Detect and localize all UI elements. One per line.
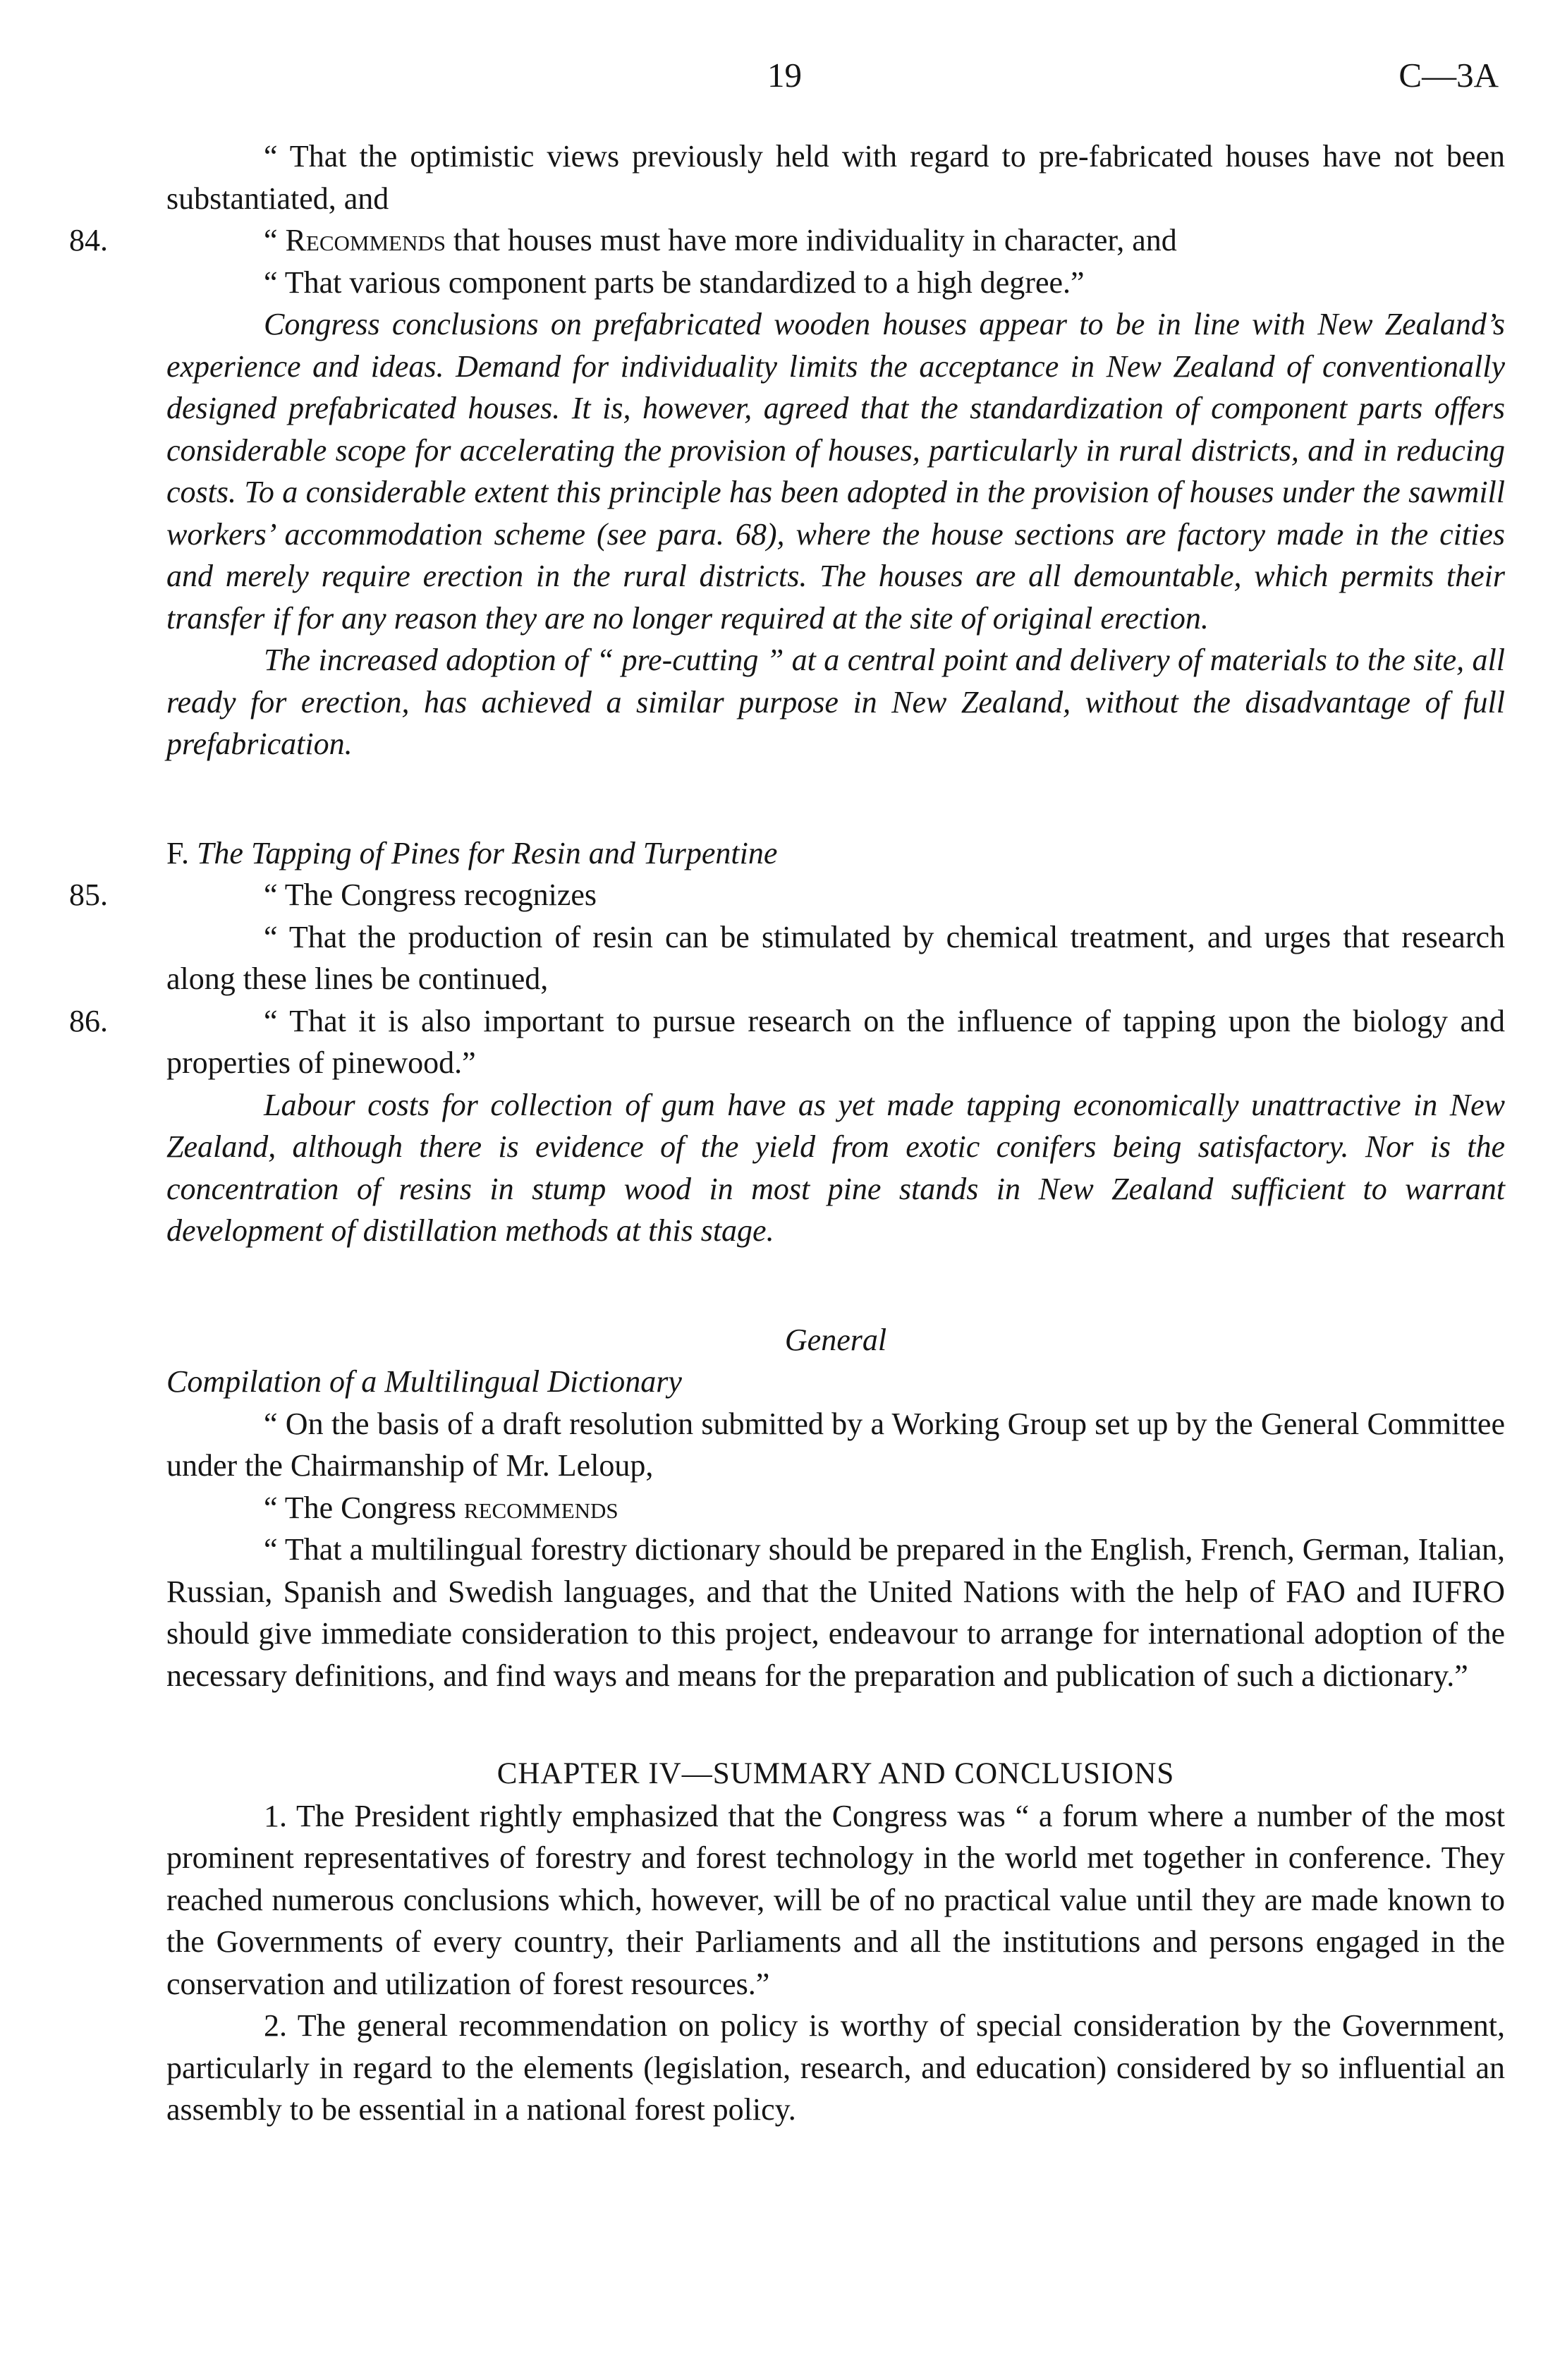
numbered-paragraph-1: 1. The President rightly emphasized that the Congress was “ a forum where a number of the most prominent representatives of forestry and forest technology in the world met together in conference. They reached numerous conclusions which, however, will be of no practical value until they are made known to the Governments of every country, their Parliaments and all the institutions and persons engaged in the conservation and utilization of forest resources.” [166, 1798, 1505, 2001]
general-heading: General [784, 1322, 887, 1357]
quote-paragraph: “ On the basis of a draft resolution submitted by a Working Group set up by the General Committee under the Chairmanship of Mr. Leloup, [166, 1406, 1505, 1483]
paragraph-number: 85. [69, 878, 108, 912]
paragraph-text: “ The Congress recognizes [264, 878, 597, 912]
commentary-paragraph: Labour costs for collection of gum have as yet made tapping economically unattractive in New Zealand, although there is evidence of the yield from exotic conifers being satisfactory. Nor is the concentration of resins in stump wood in most pine stands in New Zealand sufficient to warrant development of distillation methods at this stage. [166, 1087, 1505, 1248]
numbered-paragraph-2: 2. The general recommendation on policy is worthy of special consideration by the Government, particularly in regard to the elements (legislation, research, and education) considered by so influential an assembly to be essential in a national forest policy. [166, 2008, 1505, 2127]
quote-paragraph: “ That the production of resin can be stimulated by chemical treatment, and urges that research along these lines be continued, [166, 919, 1505, 996]
section-letter: F. [166, 835, 197, 870]
subsection-heading: Compilation of a Multilingual Dictionary [166, 1364, 682, 1399]
body-text [69, 135, 1505, 2131]
paragraph-number: 86. [69, 1003, 108, 1038]
chapter-heading: CHAPTER IV—SUMMARY AND CONCLUSIONS [496, 1757, 1175, 1790]
document-reference: C—3A [1398, 56, 1499, 95]
recommends-lead: “ Recommends [264, 223, 446, 257]
recommends-word: recommends [463, 1490, 618, 1525]
commentary-paragraph: The increased adoption of “ pre-cutting ” at a central point and delivery of materials to the site, all ready for erection, has achieved a similar purpose in New Zealand, without the disadvantage of full prefabrication. [166, 643, 1505, 761]
paragraph-text: “ The Congress [264, 1490, 464, 1525]
numbered-paragraph-84 [69, 219, 1505, 262]
section-title: The Tapping of Pines for Resin and Turpentine [196, 835, 778, 870]
page-header [0, 55, 1548, 97]
quote-paragraph [166, 1487, 1505, 1529]
commentary-paragraph: Congress conclusions on prefabricated wooden houses appear to be in line with New Zealand’s experience and ideas. Demand for individuality limits the acceptance in New Zealand of conventionally designed prefabricated houses. It is, however, agreed that the standardization of component parts offers considerable scope for accelerating the provision of houses, particularly in rural districts, and in reducing costs. To a considerable extent this principle has been adopted in the provision of houses under the sawmill workers’ accommodation scheme (see para. 68), where the house sections are factory made in the cities and merely require erection in the rural districts. The houses are all demountable, which permits their transfer if for any reason they are no longer required at the site of original erection. [166, 307, 1505, 636]
quote-paragraph: “ That various component parts be standardized to a high degree.” [264, 265, 1085, 300]
numbered-paragraph-86 [69, 1000, 1505, 1084]
section-heading-f [166, 832, 1505, 875]
page-number: 19 [767, 56, 802, 95]
quote-paragraph: “ That the optimistic views previously held with regard to pre-fabricated houses have not been substantiated, and [166, 139, 1505, 216]
numbered-paragraph-85 [69, 874, 1505, 916]
paragraph-number: 84. [69, 223, 108, 257]
paragraph-text: “ That it is also important to pursue research on the influence of tapping upon the biology and properties of pinewood.” [166, 1003, 1505, 1080]
paragraph-text: that houses must have more individuality in character, and [445, 223, 1177, 257]
quote-paragraph: “ That a multilingual forestry dictionary should be prepared in the English, French, German, Italian, Russian, Spanish and Swedish languages, and that the United Nations with the help of FAO and IUFRO should give immediate consideration to this project, endeavour to arrange for international adoption of the necessary definitions, and find ways and means for the preparation and publication of such a dictionary.” [166, 1532, 1505, 1693]
